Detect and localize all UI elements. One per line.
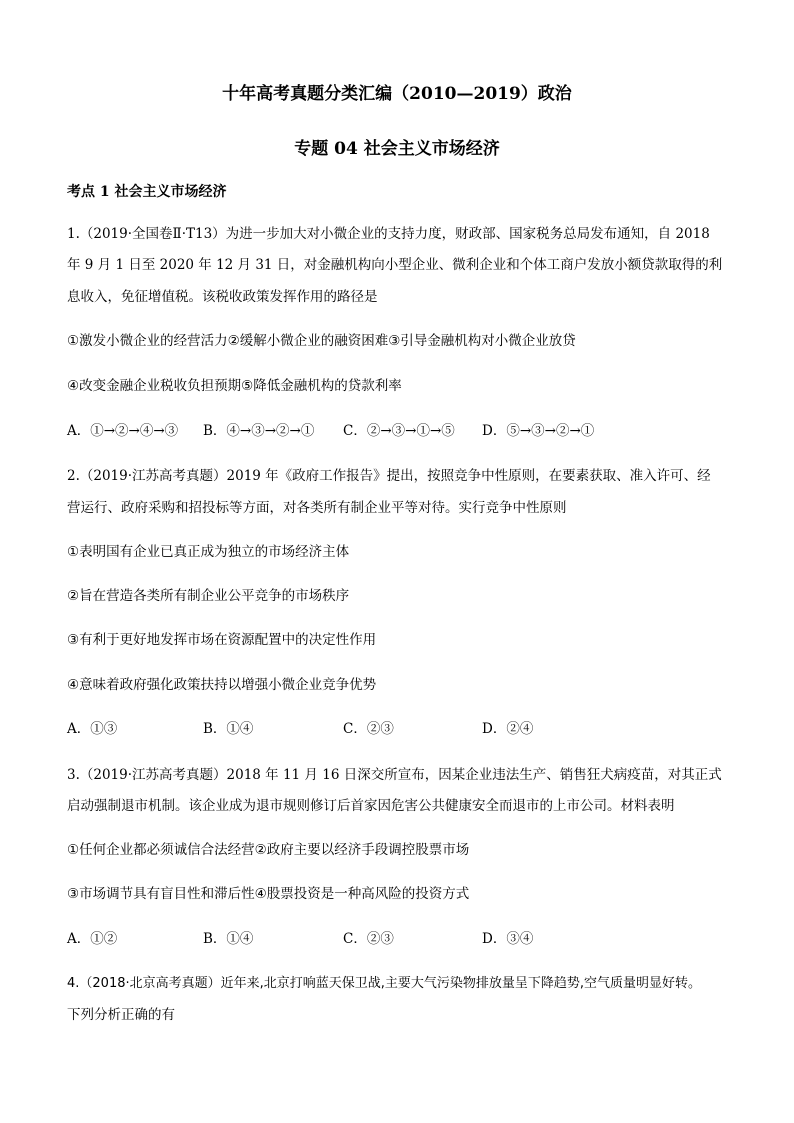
question-1-line-2: 年 9 月 1 日至 2020 年 12 月 31 日，对金融机构向小型企业、微利企业和个体工商户发放小额贷款取得的利: [67, 257, 723, 273]
question-3-statement-2: ③市场调节具有盲目性和滞后性④股票投资是一种高风险的投资方式: [67, 886, 470, 902]
page-subtitle: 专题 04 社会主义市场经济: [294, 139, 500, 159]
question-1-statement-2: ④改变金融企业税收负担预期⑤降低金融机构的贷款利率: [67, 378, 402, 394]
question-3-option-d: D．③④: [482, 931, 534, 947]
question-1-option-c: C．②→③→①→⑤: [343, 423, 455, 439]
question-1-option-b: B．④→③→②→①: [203, 423, 315, 439]
question-1-line-3: 息收入，免征增值税。该税收政策发挥作用的路径是: [67, 289, 378, 305]
question-2-statement-1: ①表明国有企业已真正成为独立的市场经济主体: [67, 544, 350, 560]
question-2-option-d: D．②④: [482, 721, 534, 737]
question-3-option-a: A．①②: [67, 931, 118, 947]
question-3-statement-1: ①任何企业都必须诚信合法经营②政府主要以经济手段调控股票市场: [67, 842, 470, 858]
question-2-line-1: 2.（2019·江苏高考真题）2019 年《政府工作报告》提出，按照竞争中性原则，在要素获取、准入许可、经: [67, 468, 711, 484]
section-heading: 考点 1 社会主义市场经济: [67, 184, 227, 200]
question-2-option-a: A．①③: [67, 721, 118, 737]
question-3-option-b: B．①④: [203, 931, 254, 947]
question-1-line-1: 1.（2019·全国卷Ⅱ·T13）为进一步加大对小微企业的支持力度，财政部、国家税务总局发布通知，自 2018: [67, 226, 710, 242]
question-1-statement-1: ①激发小微企业的经营活力②缓解小微企业的融资困难③引导金融机构对小微企业放贷: [67, 333, 576, 349]
question-2-statement-2: ②旨在营造各类所有制企业公平竞争的市场秩序: [67, 588, 350, 604]
page-title: 十年高考真题分类汇编（2010—2019）政治: [222, 84, 572, 104]
question-4-line-1: 4.（2018·北京高考真题）近年来,北京打响蓝天保卫战,主要大气污染物排放量呈下降趋势,空气质量明显好转。: [67, 976, 702, 991]
question-4-line-2: 下列分析正确的有: [67, 1007, 175, 1023]
question-3-option-c: C．②③: [343, 931, 394, 947]
question-3-line-1: 3.（2019·江苏高考真题）2018 年 11 月 16 日深交所宣布，因某企业违法生产、销售狂犬病疫苗，对其正式: [67, 767, 722, 783]
question-2-statement-4: ④意味着政府强化政策扶持以增强小微企业竞争优势: [67, 677, 377, 693]
question-1-option-d: D．⑤→③→②→①: [482, 423, 595, 439]
question-2-option-b: B．①④: [203, 721, 254, 737]
question-2-statement-3: ③有利于更好地发挥市场在资源配置中的决定性作用: [67, 632, 377, 648]
question-3-line-2: 启动强制退市机制。该企业成为退市规则修订后首家因危害公共健康安全而退市的上市公司。材料表明: [67, 798, 675, 814]
question-2-line-2: 营运行、政府采购和招投标等方面，对各类所有制企业平等对待。实行竞争中性原则: [67, 500, 567, 516]
question-2-option-c: C．②③: [343, 721, 394, 737]
question-1-option-a: A．①→②→④→③: [67, 423, 179, 439]
